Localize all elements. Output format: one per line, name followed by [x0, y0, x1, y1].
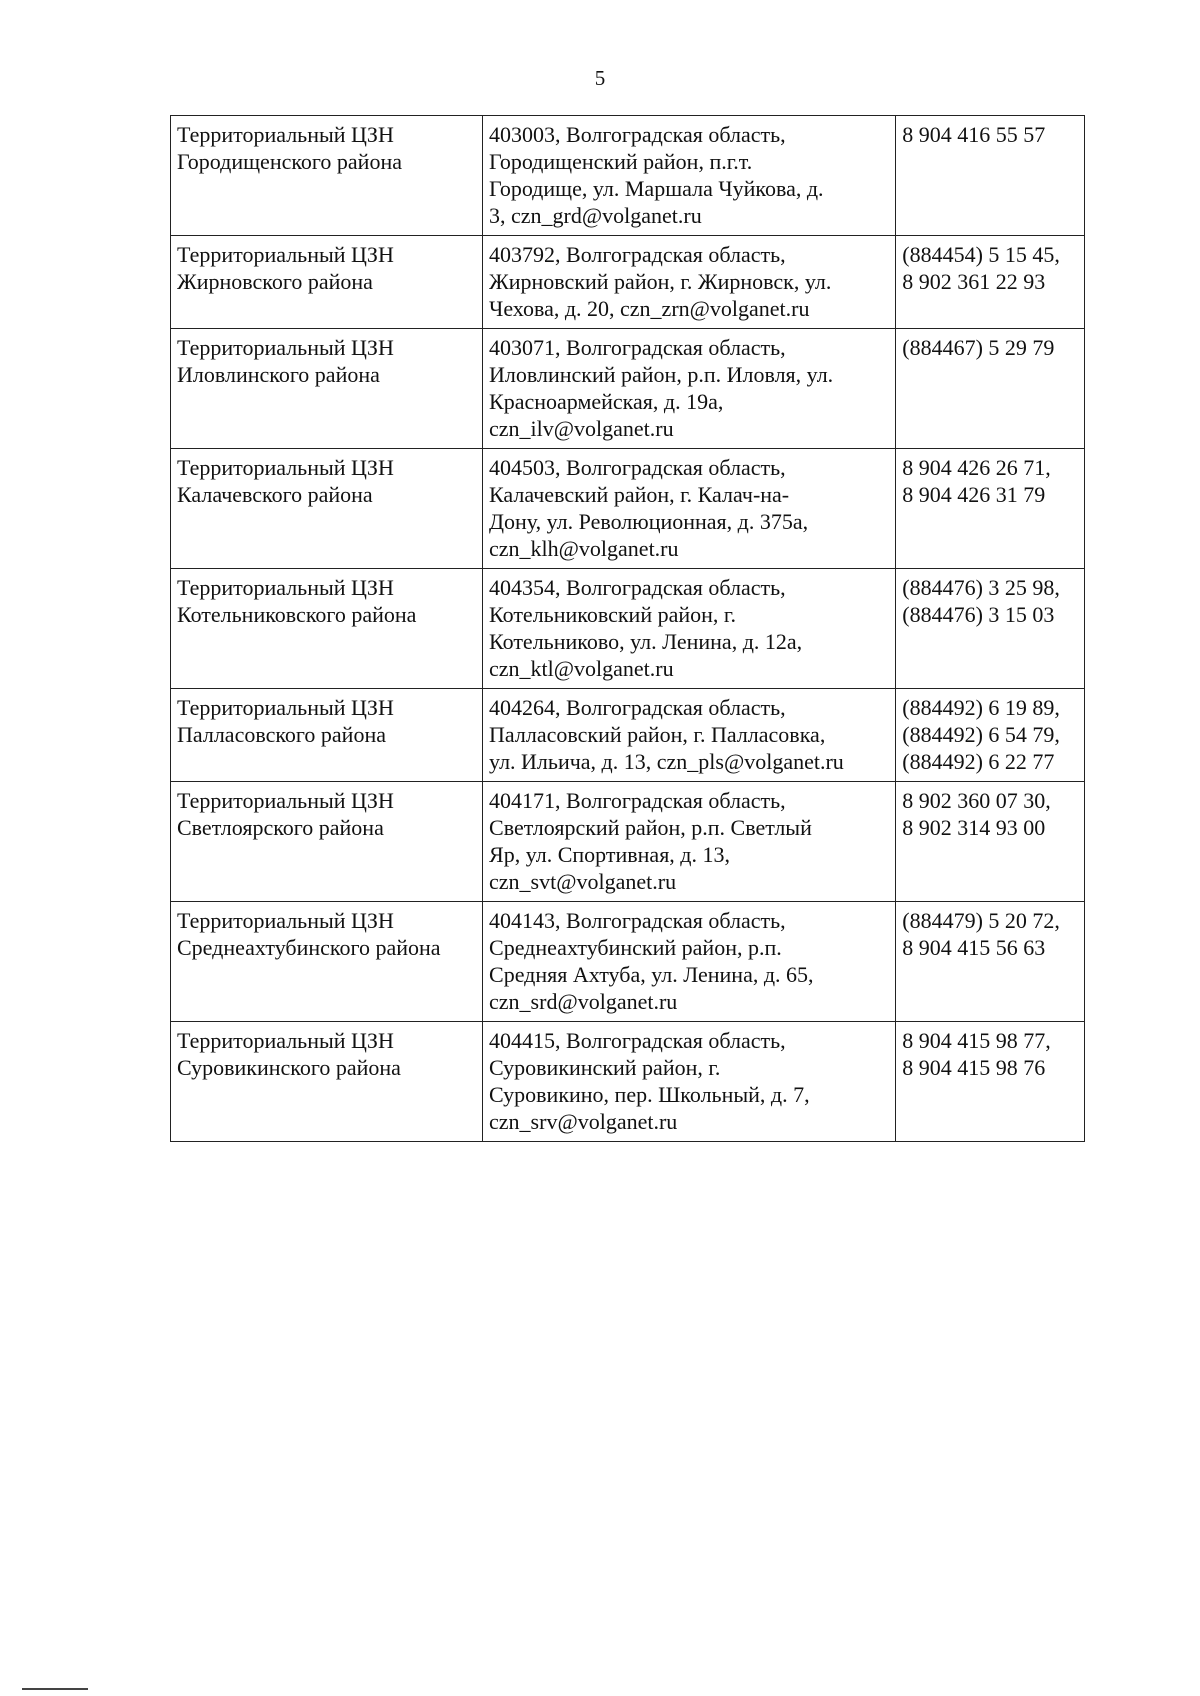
address-cell: [483, 902, 896, 1022]
center-name-line: Палласовского района: [177, 722, 386, 747]
address-line: czn_klh@volganet.ru: [489, 536, 679, 561]
margin-mark: [22, 1688, 88, 1690]
phone-cell: [896, 902, 1085, 1022]
center-name-line: Городищенского района: [177, 149, 402, 174]
address-line: Городищенский район, п.г.т.: [489, 149, 753, 174]
phone-line: 8 904 426 31 79: [902, 482, 1046, 507]
address-line: 403792, Волгоградская область,: [489, 242, 786, 267]
phone-line: (884479) 5 20 72,: [902, 908, 1060, 933]
center-name-line: Территориальный ЦЗН: [177, 788, 394, 813]
phone-line: 8 902 360 07 30,: [902, 788, 1051, 813]
center-name-line: Иловлинского района: [177, 362, 380, 387]
address-line: czn_ktl@volganet.ru: [489, 656, 674, 681]
employment-centers-table: [170, 115, 1085, 1142]
center-name-line: Территориальный ЦЗН: [177, 242, 394, 267]
address-line: 404415, Волгоградская область,: [489, 1028, 786, 1053]
center-name-line: Суровикинского района: [177, 1055, 401, 1080]
table-row: [171, 329, 1085, 449]
address-line: Среднеахтубинский район, р.п.: [489, 935, 782, 960]
address-cell: [483, 782, 896, 902]
phone-cell: [896, 116, 1085, 236]
phone-line: 8 902 314 93 00: [902, 815, 1046, 840]
address-line: Котельниково, ул. Ленина, д. 12а,: [489, 629, 803, 654]
phone-cell: [896, 782, 1085, 902]
phone-line: 8 904 415 98 76: [902, 1055, 1046, 1080]
center-name-cell: [171, 689, 483, 782]
center-name-line: Территориальный ЦЗН: [177, 335, 394, 360]
address-line: Калачевский район, г. Калач-на-: [489, 482, 790, 507]
center-name-line: Территориальный ЦЗН: [177, 1028, 394, 1053]
address-line: 404503, Волгоградская область,: [489, 455, 786, 480]
center-name-line: Территориальный ЦЗН: [177, 122, 394, 147]
center-name-line: Среднеахтубинского района: [177, 935, 441, 960]
address-line: Яр, ул. Спортивная, д. 13,: [489, 842, 730, 867]
address-line: 3, czn_grd@volganet.ru: [489, 203, 702, 228]
center-name-cell: [171, 449, 483, 569]
address-cell: [483, 449, 896, 569]
center-name-line: Территориальный ЦЗН: [177, 908, 394, 933]
address-line: 404264, Волгоградская область,: [489, 695, 786, 720]
table-row: [171, 689, 1085, 782]
center-name-cell: [171, 329, 483, 449]
phone-line: (884492) 6 54 79,: [902, 722, 1060, 747]
address-line: czn_svt@volganet.ru: [489, 869, 677, 894]
address-cell: [483, 689, 896, 782]
phone-cell: [896, 569, 1085, 689]
address-line: Палласовский район, г. Палласовка,: [489, 722, 826, 747]
phone-line: (884492) 6 19 89,: [902, 695, 1060, 720]
address-cell: [483, 236, 896, 329]
center-name-cell: [171, 116, 483, 236]
phone-line: (884476) 3 25 98,: [902, 575, 1060, 600]
address-line: Жирновский район, г. Жирновск, ул.: [489, 269, 832, 294]
table-row: [171, 782, 1085, 902]
phone-cell: [896, 449, 1085, 569]
phone-line: 8 904 416 55 57: [902, 122, 1046, 147]
address-cell: [483, 569, 896, 689]
phone-line: (884492) 6 22 77: [902, 749, 1055, 774]
address-cell: [483, 116, 896, 236]
phone-line: (884476) 3 15 03: [902, 602, 1055, 627]
center-name-cell: [171, 1022, 483, 1142]
address-line: Суровикинский район, г.: [489, 1055, 721, 1080]
address-line: Чехова, д. 20, czn_zrn@volganet.ru: [489, 296, 810, 321]
address-line: Иловлинский район, р.п. Иловля, ул.: [489, 362, 834, 387]
center-name-cell: [171, 236, 483, 329]
center-name-line: Котельниковского района: [177, 602, 417, 627]
table-body: [171, 116, 1085, 1142]
address-line: 404143, Волгоградская область,: [489, 908, 786, 933]
phone-line: 8 902 361 22 93: [902, 269, 1046, 294]
center-name-cell: [171, 569, 483, 689]
address-line: czn_srd@volganet.ru: [489, 989, 678, 1014]
page-number: 5: [594, 66, 606, 90]
phone-line: 8 904 415 56 63: [902, 935, 1046, 960]
center-name-line: Территориальный ЦЗН: [177, 695, 394, 720]
address-cell: [483, 1022, 896, 1142]
phone-cell: [896, 1022, 1085, 1142]
center-name-line: Территориальный ЦЗН: [177, 575, 394, 600]
phone-line: (884467) 5 29 79: [902, 335, 1055, 360]
address-line: ул. Ильича, д. 13, czn_pls@volganet.ru: [489, 749, 844, 774]
table-row: [171, 1022, 1085, 1142]
address-line: Дону, ул. Революционная, д. 375а,: [489, 509, 809, 534]
address-line: 403003, Волгоградская область,: [489, 122, 786, 147]
phone-line: 8 904 426 26 71,: [902, 455, 1051, 480]
center-name-cell: [171, 902, 483, 1022]
phone-cell: [896, 329, 1085, 449]
address-line: Городище, ул. Маршала Чуйкова, д.: [489, 176, 824, 201]
address-line: 404354, Волгоградская область,: [489, 575, 786, 600]
address-line: 403071, Волгоградская область,: [489, 335, 786, 360]
address-line: Котельниковский район, г.: [489, 602, 736, 627]
address-line: 404171, Волгоградская область,: [489, 788, 786, 813]
phone-line: 8 904 415 98 77,: [902, 1028, 1051, 1053]
center-name-cell: [171, 782, 483, 902]
table-row: [171, 902, 1085, 1022]
address-line: Светлоярский район, р.п. Светлый: [489, 815, 812, 840]
phone-cell: [896, 689, 1085, 782]
address-line: Средняя Ахтуба, ул. Ленина, д. 65,: [489, 962, 814, 987]
address-line: czn_ilv@volganet.ru: [489, 416, 674, 441]
address-line: Суровикино, пер. Школьный, д. 7,: [489, 1082, 810, 1107]
phone-line: (884454) 5 15 45,: [902, 242, 1060, 267]
center-name-line: Светлоярского района: [177, 815, 384, 840]
table-row: [171, 116, 1085, 236]
center-name-line: Территориальный ЦЗН: [177, 455, 394, 480]
table-row: [171, 236, 1085, 329]
address-line: czn_srv@volganet.ru: [489, 1109, 678, 1134]
table-row: [171, 569, 1085, 689]
center-name-line: Жирновского района: [177, 269, 373, 294]
address-cell: [483, 329, 896, 449]
table-row: [171, 449, 1085, 569]
address-line: Красноармейская, д. 19а,: [489, 389, 724, 414]
phone-cell: [896, 236, 1085, 329]
center-name-line: Калачевского района: [177, 482, 373, 507]
